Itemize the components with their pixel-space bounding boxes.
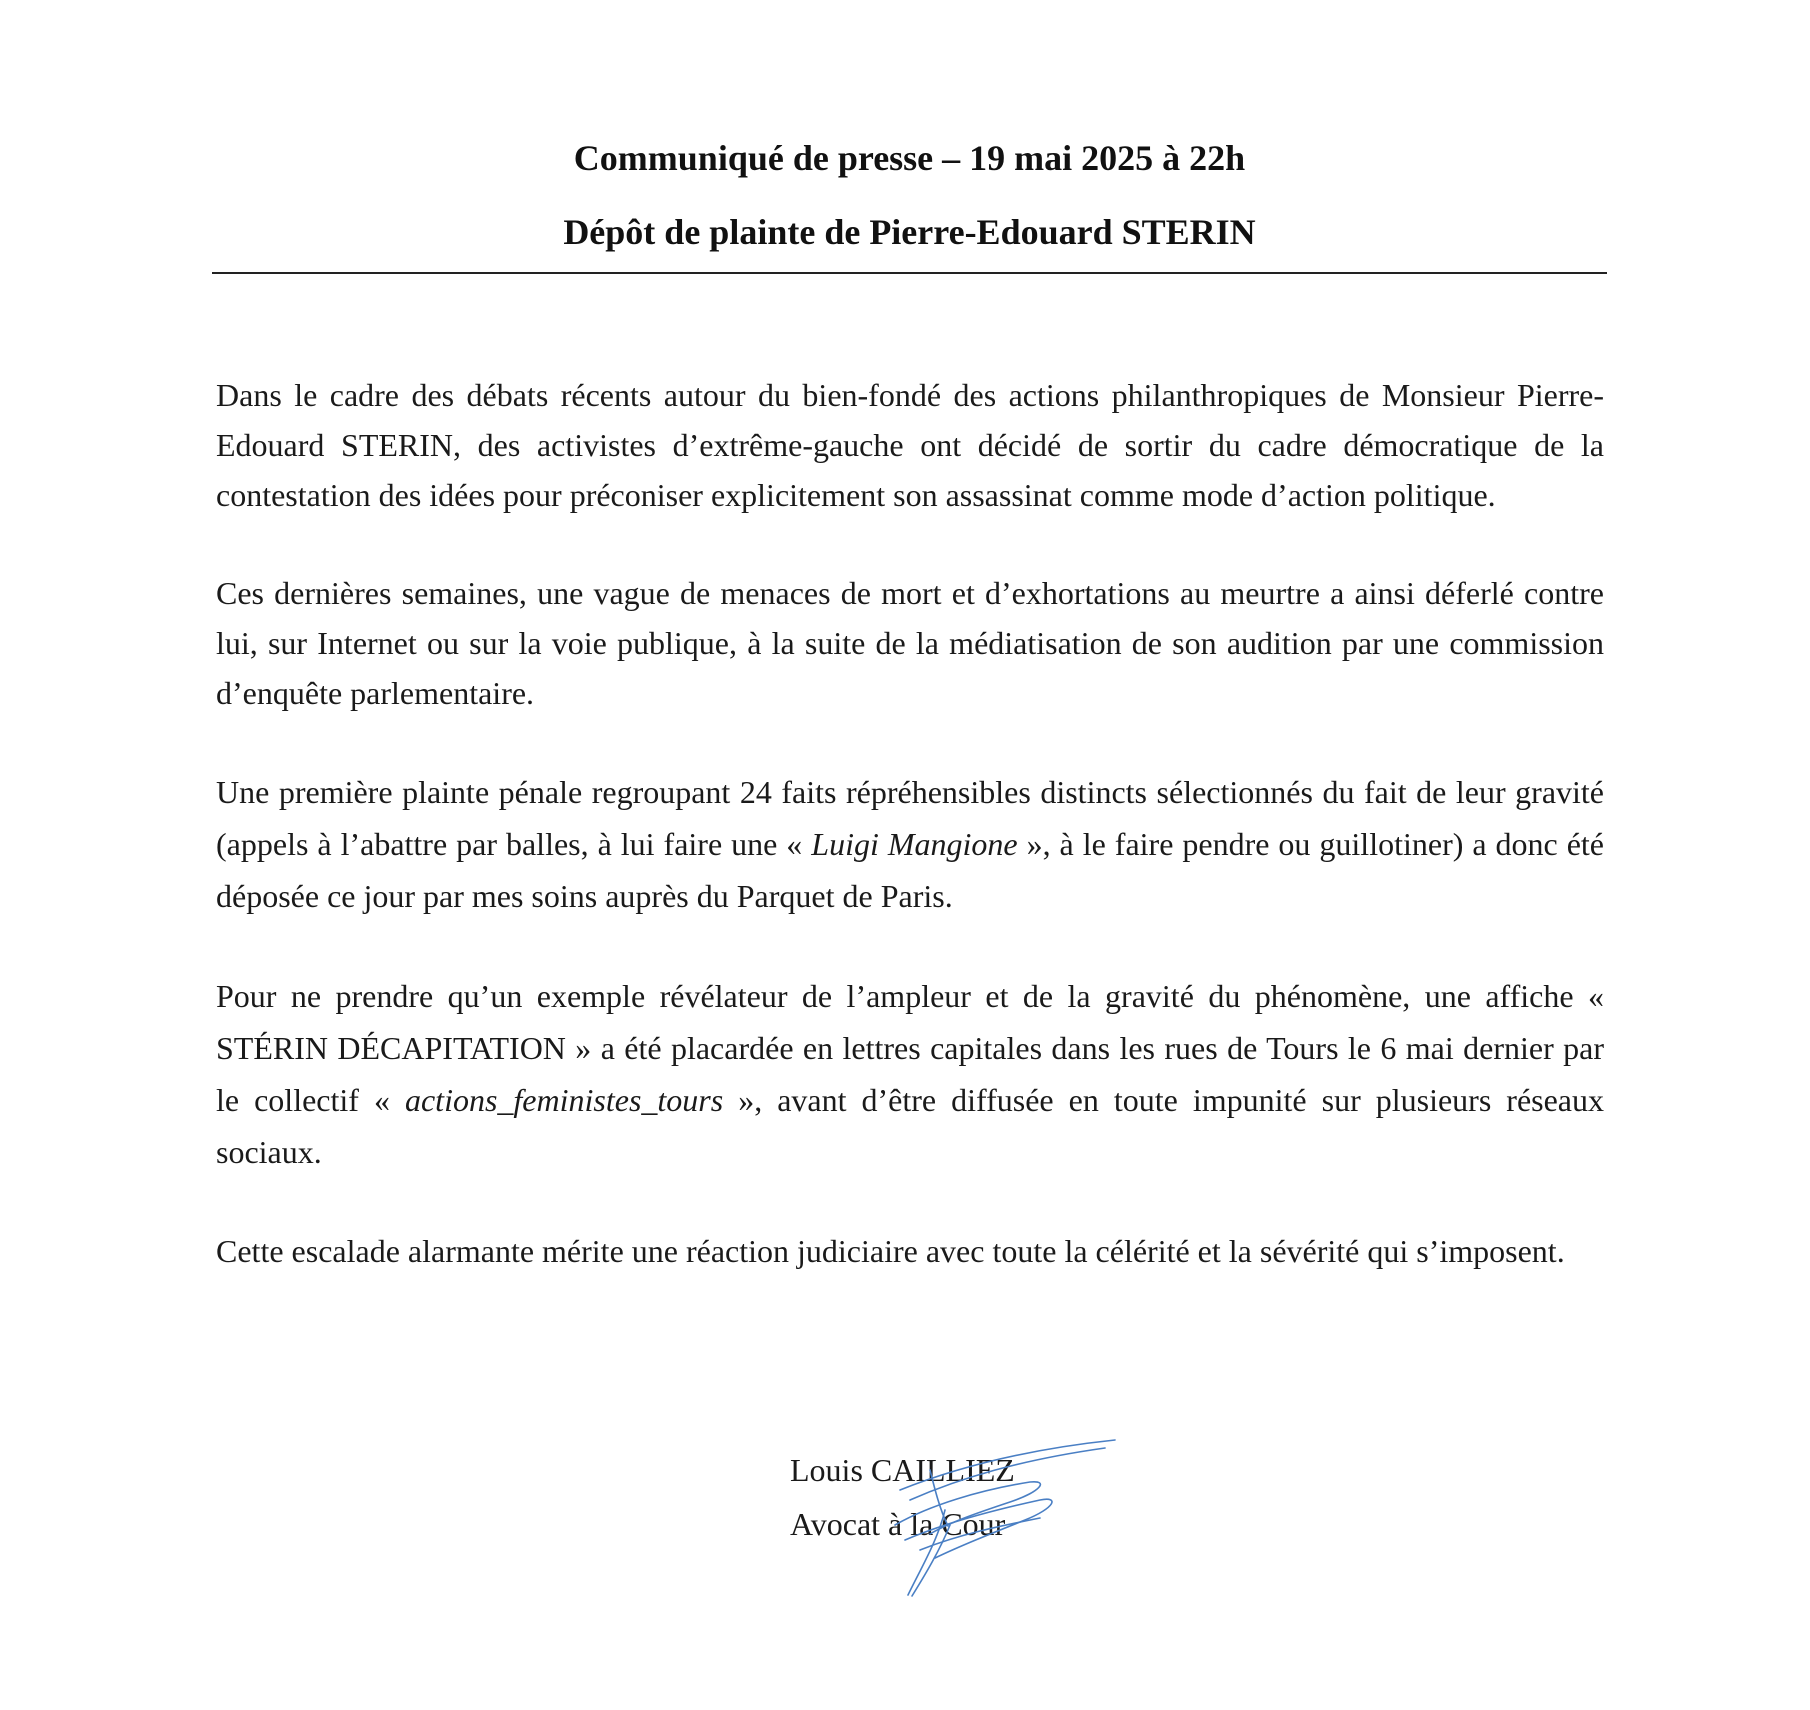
header-divider: [212, 272, 1607, 274]
paragraph-3: [216, 766, 1604, 922]
paragraph-4-italic-collective: actions_feministes_tours: [404, 1082, 724, 1118]
paragraph-3-text-start: Une première plainte pénale regroupant 24 faits répréhensibles distincts sélectionnés du fait de leur gravité (appels à l’abattre par balles, à lui faire une «: [216, 774, 1604, 862]
document-header: [212, 140, 1607, 250]
press-release-title: Communiqué de presse – 19 mai 2025 à 22h: [573, 138, 1246, 178]
paragraph-3-text-end: », à le faire pendre ou guillotiner) a donc été déposée ce jour par mes soins auprès du Parquet de Paris.: [216, 826, 1605, 914]
paragraph-5: Cette escalade alarmante mérite une réaction judiciaire avec toute la célérité et la sévérité qui s’imposent.: [216, 1233, 1565, 1269]
paragraph-1: Dans le cadre des débats récents autour du bien-fondé des actions philanthropiques de Monsieur Pierre-Edouard STERIN, des activistes d’extrême-gauche ont décidé de sortir du cadre démocratique de la contestation des idées pour préconiser explicitement son assassinat comme mode d’action politique.: [216, 377, 1604, 513]
press-release-subtitle: Dépôt de plainte de Pierre-Edouard STERIN: [563, 212, 1256, 252]
document-body: [216, 370, 1604, 1324]
signatory-name: Louis CAILLIEZ: [790, 1452, 1015, 1488]
paragraph-2: Ces dernières semaines, une vague de menaces de mort et d’exhortations au meurtre a ainsi déferlé contre lui, sur Internet ou sur la voie publique, à la suite de la médiatisation de son audition par une commission d’enquête parlementaire.: [216, 575, 1604, 711]
signatory-role: Avocat à la Cour: [790, 1506, 1006, 1542]
paragraph-4: [216, 970, 1604, 1178]
handwritten-signature: [890, 1430, 1130, 1600]
paragraph-3-italic-name: Luigi Mangione: [811, 826, 1018, 862]
paragraph-4-text-start: Pour ne prendre qu’un exemple révélateur de l’ampleur et de la gravité du phénomène, une affiche « STÉRIN DÉCAPITATION » a été placardée en lettres capitales dans les rues de Tours le 6 mai dernier par le collectif «: [216, 978, 1604, 1118]
paragraph-4-text-end: », avant d’être diffusée en toute impunité sur plusieurs réseaux sociaux.: [216, 1082, 1605, 1170]
